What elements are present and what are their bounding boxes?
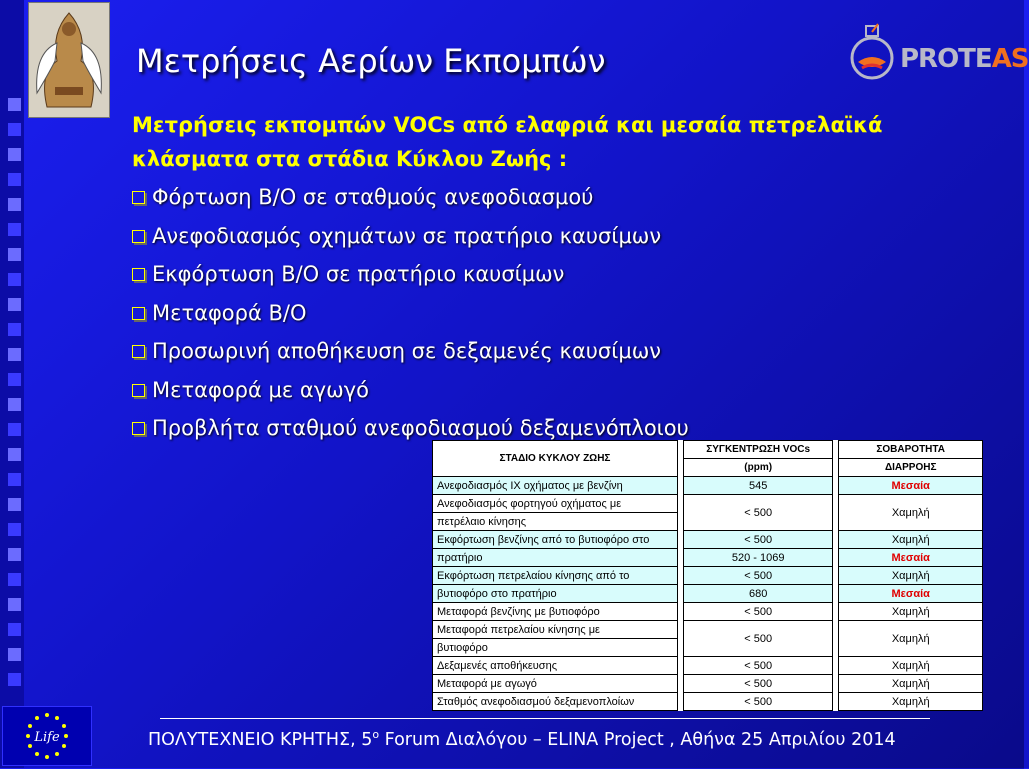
checkbox-bullet-icon (132, 191, 145, 204)
cell-concentration: < 500 (683, 567, 833, 585)
list-item: Ανεφοδιασμός οχημάτων σε πρατήριο καυσίμων (132, 217, 689, 256)
cell-stage: Ανεφοδιασμός φορτηγού οχήματος με (433, 495, 678, 513)
voc-table (432, 440, 983, 711)
table-row (433, 477, 983, 495)
cell-stage: Σταθμός ανεφοδιασμού δεξαμενοπλοίων (433, 693, 678, 711)
list-item: Φόρτωση Β/Ο σε σταθμούς ανεφοδιασμού (132, 178, 689, 217)
table-row (433, 585, 983, 603)
cell-severity: Χαμηλή (839, 657, 983, 675)
cell-concentration: < 500 (683, 657, 833, 675)
list-item: Μεταφορά με αγωγό (132, 371, 689, 410)
cell-concentration: 520 - 1069 (683, 549, 833, 567)
table-row (433, 621, 983, 639)
table-row (433, 693, 983, 711)
cell-stage: πρατήριο (433, 549, 678, 567)
table-header-row (433, 441, 983, 459)
table-row (433, 657, 983, 675)
cell-stage: Εκφόρτωση πετρελαίου κίνησης από το (433, 567, 678, 585)
cell-severity: Μεσαία (839, 477, 983, 495)
cell-stage: βυτιοφόρο στο πρατήριο (433, 585, 678, 603)
cell-stage: Μεταφορά βενζίνης με βυτιοφόρο (433, 603, 678, 621)
bullet-list (132, 178, 689, 448)
cell-severity: Μεσαία (839, 585, 983, 603)
cell-concentration: < 500 (683, 531, 833, 549)
header-severity: ΣΟΒΑΡΟΤΗΤΑ (839, 441, 983, 459)
cell-stage: Ανεφοδιασμός ΙΧ οχήματος με βενζίνη (433, 477, 678, 495)
cell-stage: Μεταφορά πετρελαίου κίνησης με (433, 621, 678, 639)
cell-stage: πετρέλαιο κίνησης (433, 513, 678, 531)
proteas-logo-text: PROTEAS (900, 44, 1029, 74)
cell-concentration: < 500 (683, 675, 833, 693)
cell-stage: βυτιοφόρο (433, 639, 678, 657)
cell-concentration: < 500 (683, 495, 833, 531)
table-row (433, 603, 983, 621)
checkbox-bullet-icon (132, 384, 145, 397)
cell-severity: Χαμηλή (839, 603, 983, 621)
checkbox-bullet-icon (132, 345, 145, 358)
university-emblem-logo (28, 2, 110, 118)
left-decorative-strip (0, 0, 24, 768)
cell-concentration: 680 (683, 585, 833, 603)
list-item: Εκφόρτωση Β/Ο σε πρατήριο καυσίμων (132, 255, 689, 294)
checkbox-bullet-icon (132, 422, 145, 435)
footer-divider (160, 718, 930, 719)
header-stage: ΣΤΑΔΙΟ ΚΥΚΛΟΥ ΖΩΗΣ (433, 441, 678, 477)
svg-text:Life: Life (34, 730, 60, 745)
header-severity-sub: ΔΙΑΡΡΟΗΣ (839, 459, 983, 477)
table-row (433, 567, 983, 585)
header-concentration: ΣΥΓΚΕΝΤΡΩΣΗ VOCs (683, 441, 833, 459)
header-concentration-unit: (ppm) (683, 459, 833, 477)
footer-text: ΠΟΛΥΤΕΧΝΕΙΟ ΚΡΗΤΗΣ, $5^o$ Forum Διαλόγου – ELINA Project , Αθήνα 25 Απριλίου 2014 (148, 728, 896, 750)
eu-life-logo (2, 706, 92, 766)
cell-stage: Εκφόρτωση βενζίνης από το βυτιοφόρο στο (433, 531, 678, 549)
cell-severity: Χαμηλή (839, 495, 983, 531)
checkbox-bullet-icon (132, 307, 145, 320)
cell-severity: Χαμηλή (839, 567, 983, 585)
cell-concentration: 545 (683, 477, 833, 495)
cell-stage: Δεξαμενές αποθήκευσης (433, 657, 678, 675)
list-item: Προσωρινή αποθήκευση σε δεξαμενές καυσίμων (132, 332, 689, 371)
cell-concentration: < 500 (683, 693, 833, 711)
table-row (433, 549, 983, 567)
list-item: Μεταφορά Β/Ο (132, 294, 689, 333)
slide-title: Μετρήσεις Αερίων Εκπομπών (136, 42, 606, 80)
intro-text: Μετρήσεις εκπομπών VOCs από ελαφριά και μεσαία πετρελαϊκά κλάσματα στα στάδια Κύκλου Ζωής : (132, 113, 883, 171)
table-row (433, 675, 983, 693)
table-row (433, 531, 983, 549)
cell-severity: Μεσαία (839, 549, 983, 567)
cell-concentration: < 500 (683, 603, 833, 621)
table-row (433, 495, 983, 513)
cell-severity: Χαμηλή (839, 675, 983, 693)
cell-severity: Χαμηλή (839, 693, 983, 711)
list-item: Προβλήτα σταθμού ανεφοδιασμού δεξαμενόπλοιου (132, 409, 689, 448)
cell-severity: Χαμηλή (839, 621, 983, 657)
cell-stage: Μεταφορά με αγωγό (433, 675, 678, 693)
checkbox-bullet-icon (132, 230, 145, 243)
cell-severity: Χαμηλή (839, 531, 983, 549)
checkbox-bullet-icon (132, 268, 145, 281)
cell-concentration: < 500 (683, 621, 833, 657)
